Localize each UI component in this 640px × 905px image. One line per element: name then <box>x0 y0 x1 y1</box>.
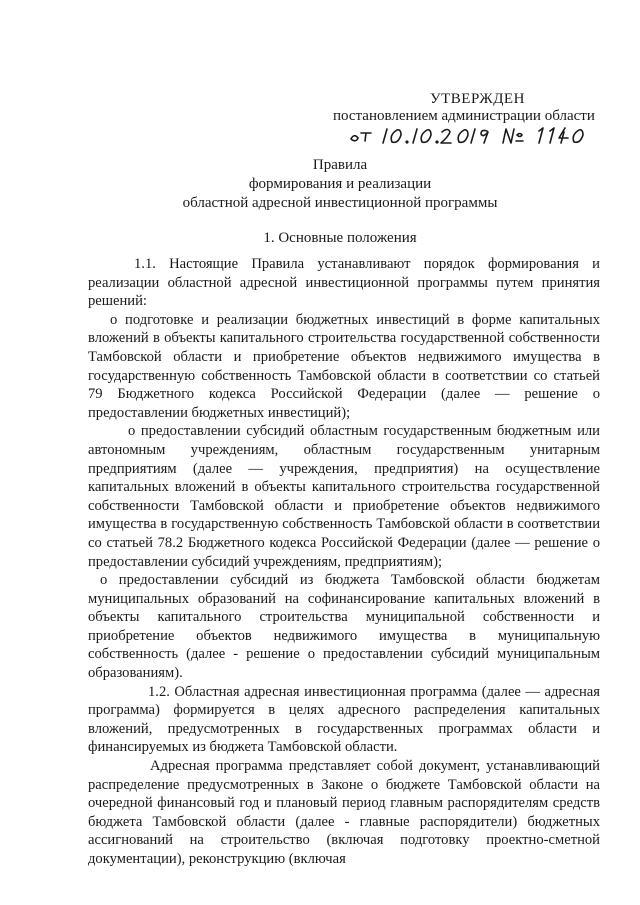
paragraph-investments: о подготовке и реализации бюджетных инвестиций в форме капитальных вложений в объекты капитального строительства государственной собственности Тамбовской области и приобретение объектов недвижимого имущества в государственную собственность Тамбовской области в соответствии со статьей 79 Бюджетного кодекса Российской Федерации (далее — решение о предоставлении бюджетных инвестиций); <box>88 311 600 421</box>
paragraph-1-1: 1.1. Настоящие Правила устанавливают порядок формирования и реализации областной адресной инвестиционной программы путем принятия решений: <box>88 256 600 310</box>
document-body <box>88 255 600 869</box>
paragraph-1-2: 1.2. Областная адресная инвестиционная программа (далее — адресная программа) формируется в целях адресного распределения капитальных вложений, предусмотренных в государственных программах области и финансируемых из бюджета Тамбовской области. <box>88 683 600 756</box>
paragraph-program-definition: Адресная программа представляет собой документ, устанавливающий распределение предусмотренных в Законе о бюджете Тамбовской области на очередной финансовый год и плановый период главным распорядителям средств бюджета Тамбовской области (далее - главные распорядители) бюджетных ассигнований на строительство (включая подготовку проектно-сметной документации), реконструкцию (включая <box>88 758 600 867</box>
title-line-2: формирования и реализации <box>248 176 432 192</box>
approval-stamp <box>333 91 613 125</box>
document-title <box>60 156 620 213</box>
handwritten-date-number <box>347 121 587 149</box>
section-heading: 1. Основные положения <box>263 230 417 246</box>
approval-word: УТВЕРЖДЕН <box>430 91 525 107</box>
title-line-1: Правила <box>312 157 368 173</box>
paragraph-subsidies-institutions: о предоставлении субсидий областным государственным бюджетным или автономным учреждениям, областным государственным унитарным предприятиям (далее — учреждения, предприятия) на осуществление капитальных вложений в объекты капитального строительства государственной собственности Тамбовской области и приобретение объектов недвижимого имущества в государственную собственность Тамбовской области в соответствии со статьей 78.2 Бюджетного кодекса Российской Федерации (далее — решение о предоставлении субсидий учреждениям, предприятиям); <box>88 423 600 570</box>
paragraph-subsidies-municipal: о предоставлении субсидий из бюджета Тамбовской области бюджетам муниципальных образований на софинансирование капитальных вложений в объекты капитального строительства муниципальной собственности и приобретение объектов недвижимого имущества в муниципальную собственность (далее - решение о предоставлении субсидий муниципальным образованиям). <box>88 572 600 682</box>
title-line-3: областной адресной инвестиционной программы <box>182 195 498 211</box>
approval-line: постановлением администрации области <box>333 108 595 124</box>
